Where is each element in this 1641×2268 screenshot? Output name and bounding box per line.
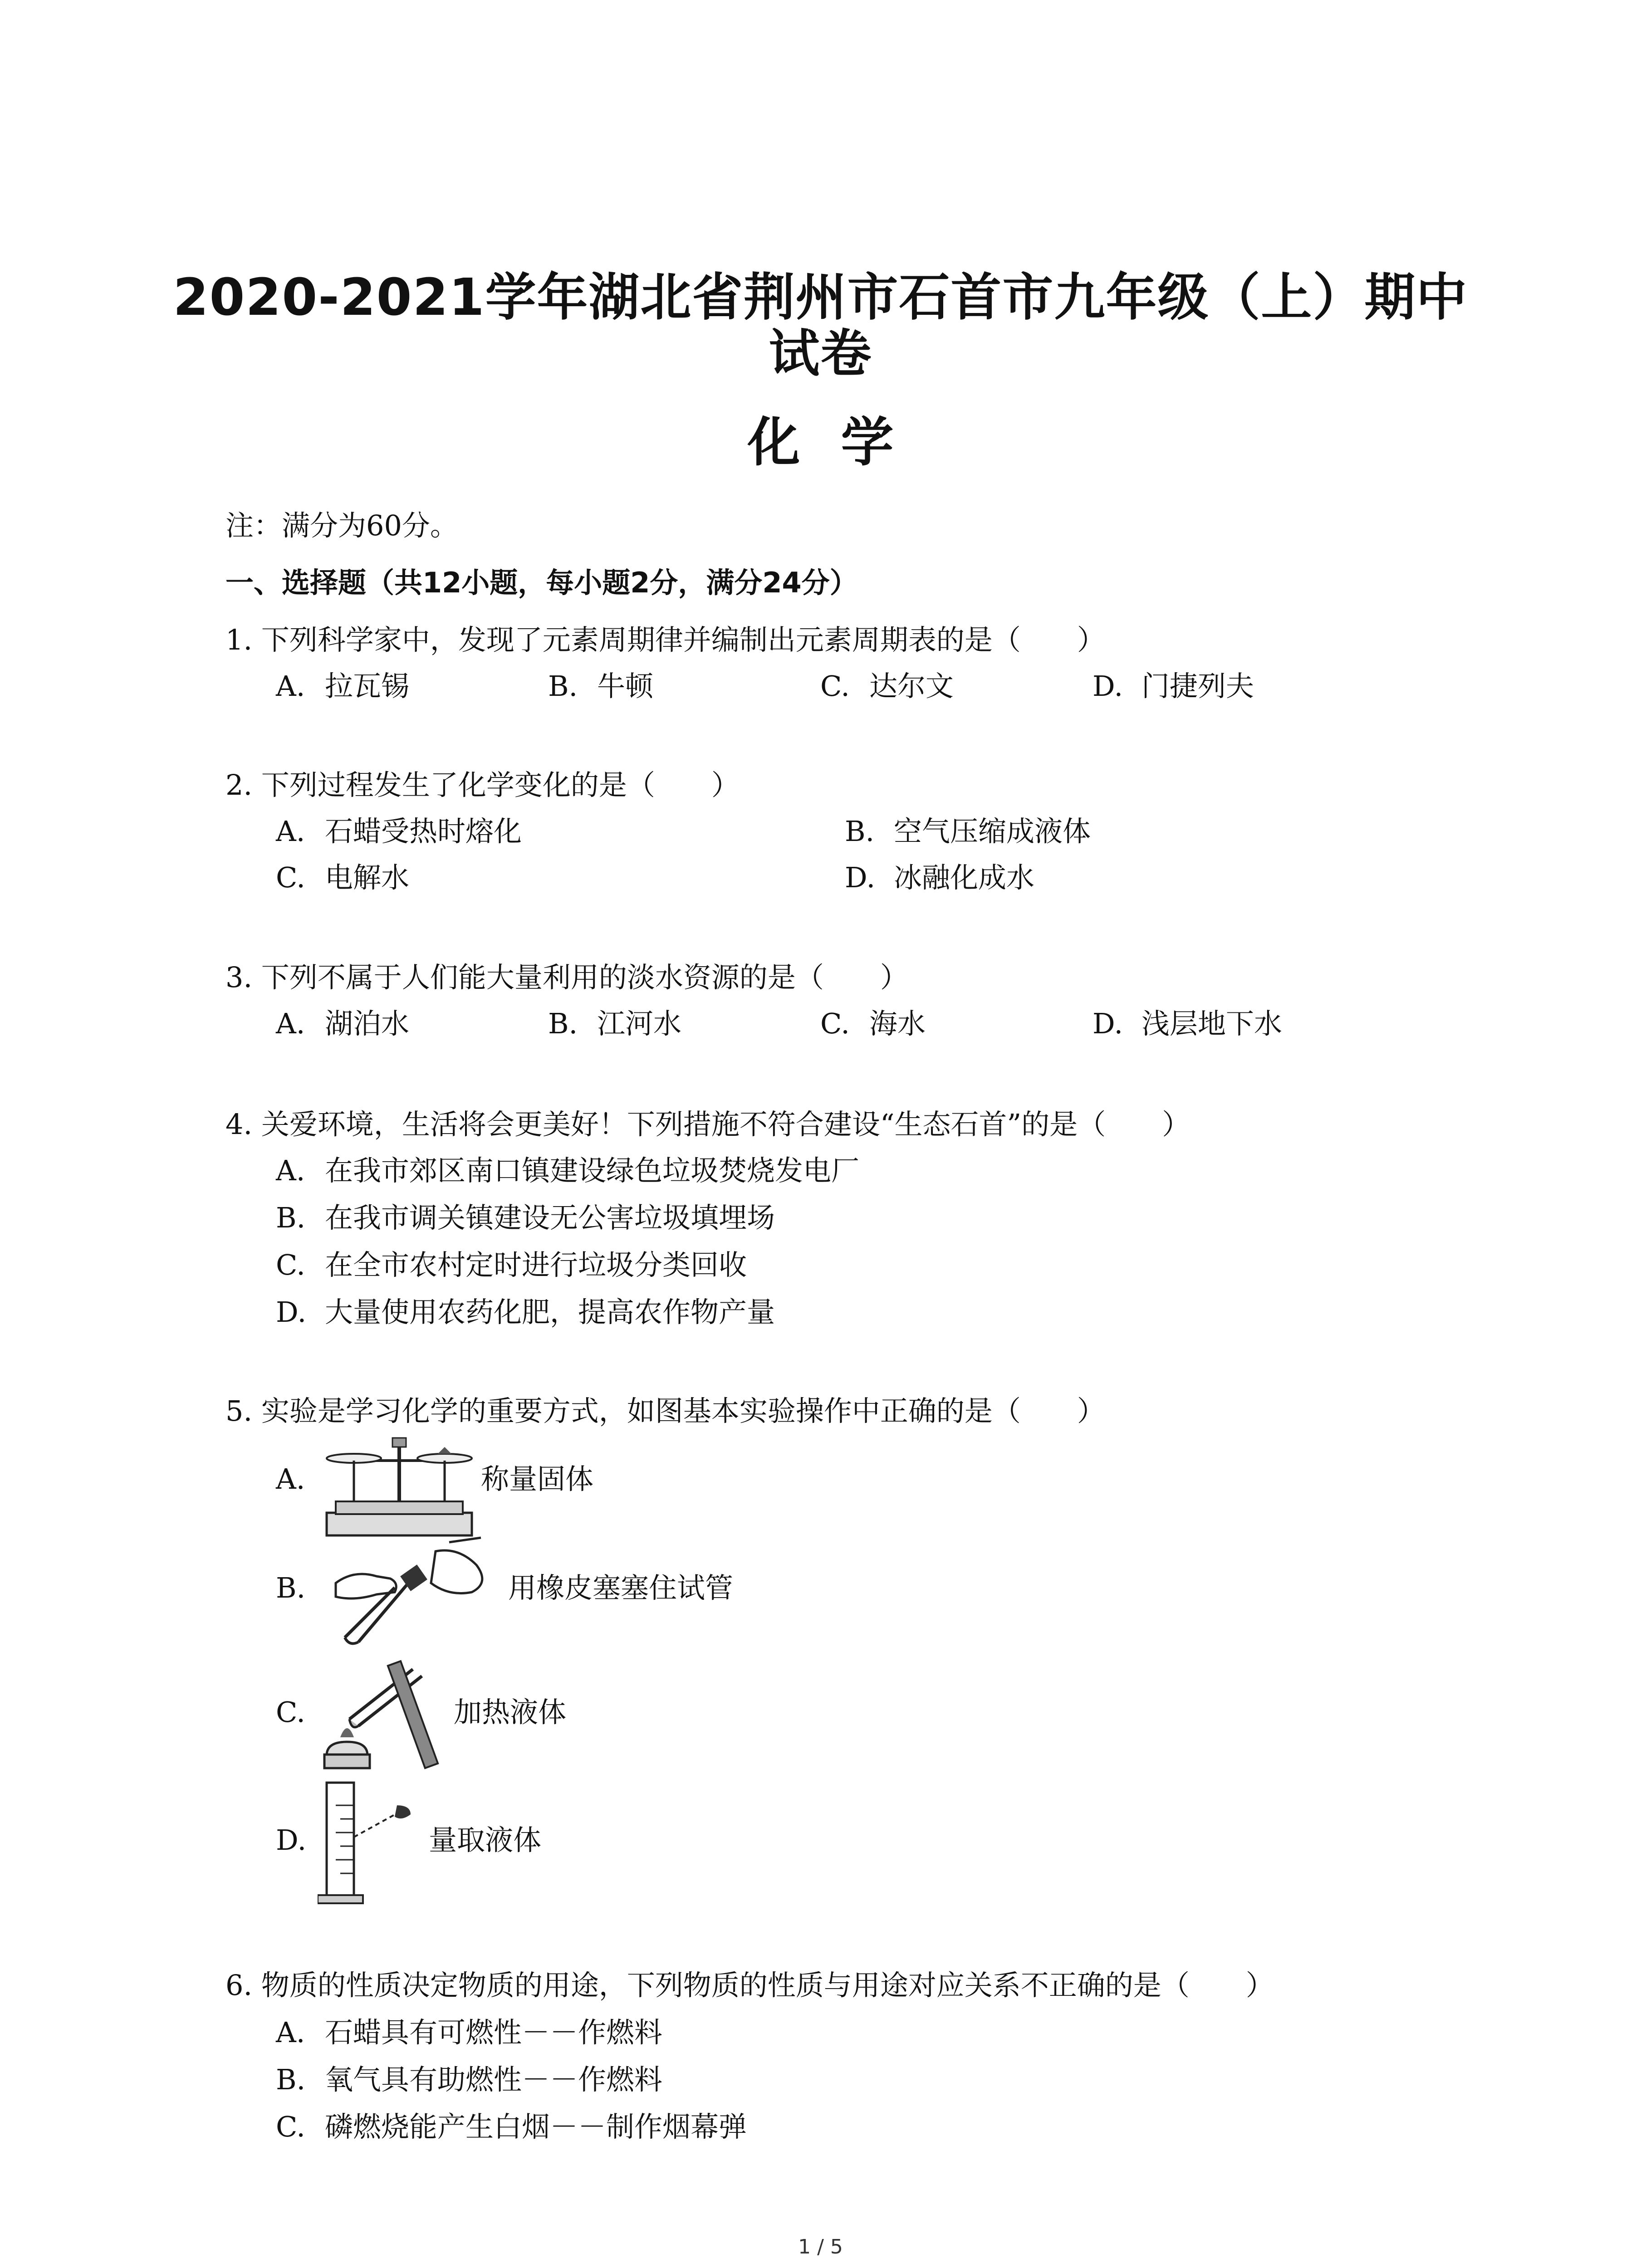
option-key: C. <box>276 861 305 894</box>
question-4-option-a[interactable] <box>276 1154 860 1187</box>
score-note: 注：满分为60分。 <box>225 509 458 542</box>
option-key: A. <box>276 1007 305 1040</box>
option-text: 海水 <box>869 1007 926 1040</box>
exam-title-line2: 试卷 <box>769 324 872 383</box>
question-6-stem: 6. 物质的性质决定物质的用途，下列物质的性质与用途对应关系不正确的是（ ） <box>225 1969 1274 2002</box>
option-text: 石蜡具有可燃性－－作燃料 <box>325 2016 663 2049</box>
question-2-option-a[interactable] <box>276 817 522 846</box>
option-key: B. <box>548 670 578 703</box>
heating-liquid-figure <box>313 1651 458 1778</box>
option-key: C. <box>276 2110 305 2143</box>
option-key: C. <box>276 1248 305 1281</box>
question-1-option-b[interactable] <box>548 670 654 703</box>
option-key: A. <box>276 1154 305 1187</box>
question-3-stem: 3. 下列不属于人们能大量利用的淡水资源的是（ ） <box>225 961 908 994</box>
option-text: 在我市调关镇建设无公害垃圾填埋场 <box>325 1201 775 1234</box>
option-text: 空气压缩成液体 <box>894 815 1091 848</box>
option-text: 江河水 <box>597 1007 682 1040</box>
option-key: C. <box>820 670 850 703</box>
question-5-option-a-text: 称量固体 <box>481 1462 594 1496</box>
option-text: 在全市农村定时进行垃圾分类回收 <box>325 1248 747 1281</box>
option-text: 在我市郊区南口镇建设绿色垃圾焚烧发电厂 <box>325 1154 860 1187</box>
question-5-option-b-text: 用橡皮塞塞住试管 <box>508 1571 734 1604</box>
question-1-option-a[interactable] <box>276 670 410 703</box>
question-2-option-d[interactable] <box>845 861 1035 894</box>
question-6-option-c[interactable] <box>276 2110 747 2143</box>
option-text: 达尔文 <box>869 670 954 703</box>
page-number: 1 / 5 <box>798 2235 843 2258</box>
option-key: D. <box>1092 1007 1123 1040</box>
question-3-option-b[interactable] <box>548 1007 682 1040</box>
option-text: 石蜡受热时熔化 <box>325 815 522 848</box>
question-2-option-b[interactable] <box>845 817 1091 846</box>
option-key: A. <box>276 815 305 848</box>
option-key: C. <box>820 1007 850 1040</box>
option-text: 门捷列夫 <box>1141 670 1254 703</box>
question-2-option-c[interactable] <box>276 861 410 894</box>
section-heading: 一、选择题（共12小题，每小题2分，满分24分） <box>225 566 858 599</box>
option-text: 拉瓦锡 <box>325 670 410 703</box>
question-6-option-b[interactable] <box>276 2063 663 2096</box>
option-text: 氧气具有助燃性－－作燃料 <box>325 2063 663 2096</box>
test-tube-stopper-figure <box>327 1533 499 1647</box>
question-5-option-b-key[interactable]: B. <box>276 1571 306 1604</box>
option-key: B. <box>276 1201 306 1234</box>
question-4-option-b[interactable] <box>276 1201 775 1234</box>
question-5-option-a-key[interactable]: A. <box>276 1462 305 1496</box>
question-1-option-c[interactable] <box>820 670 954 703</box>
question-5-option-d-text: 量取液体 <box>429 1823 542 1857</box>
option-text: 大量使用农药化肥，提高农作物产量 <box>325 1295 775 1329</box>
question-5-option-d-key[interactable]: D. <box>276 1823 307 1857</box>
option-text: 牛顿 <box>597 670 654 703</box>
option-key: B. <box>548 1007 578 1040</box>
question-1-stem: 1. 下列科学家中，发现了元素周期律并编制出元素周期表的是（ ） <box>225 623 1105 656</box>
question-5-stem: 5. 实验是学习化学的重要方式，如图基本实验操作中正确的是（ ） <box>225 1394 1105 1427</box>
question-4-option-d[interactable] <box>276 1295 775 1329</box>
question-4-stem: 4. 关爱环境，生活将会更美好！下列措施不符合建设“生态石首”的是（ ） <box>225 1108 1190 1141</box>
option-key: D. <box>845 861 876 894</box>
subject-heading: 化学 <box>747 412 935 473</box>
option-key: B. <box>276 2063 306 2096</box>
option-key: A. <box>276 2016 305 2049</box>
balance-figure <box>318 1433 481 1542</box>
option-text: 电解水 <box>325 861 410 894</box>
option-text: 湖泊水 <box>325 1007 410 1040</box>
question-1-option-d[interactable] <box>1092 670 1254 703</box>
question-2-stem: 2. 下列过程发生了化学变化的是（ ） <box>225 768 740 802</box>
question-5-option-c-text: 加热液体 <box>454 1696 567 1729</box>
option-text: 冰融化成水 <box>894 861 1035 894</box>
question-5-option-c-key[interactable]: C. <box>276 1696 305 1729</box>
option-text: 浅层地下水 <box>1141 1007 1283 1040</box>
question-3-option-d[interactable] <box>1092 1007 1283 1040</box>
option-key: D. <box>1092 670 1123 703</box>
question-6-option-a[interactable] <box>276 2016 663 2049</box>
question-3-option-c[interactable] <box>820 1007 926 1040</box>
option-key: D. <box>276 1295 307 1329</box>
option-key: B. <box>845 815 875 848</box>
exam-title-line1: 2020-2021学年湖北省荆州市石首市九年级（上）期中 <box>173 268 1468 327</box>
option-text: 磷燃烧能产生白烟－－制作烟幕弹 <box>325 2110 747 2143</box>
question-4-option-c[interactable] <box>276 1248 747 1281</box>
option-key: A. <box>276 670 305 703</box>
question-3-option-a[interactable] <box>276 1007 410 1040</box>
